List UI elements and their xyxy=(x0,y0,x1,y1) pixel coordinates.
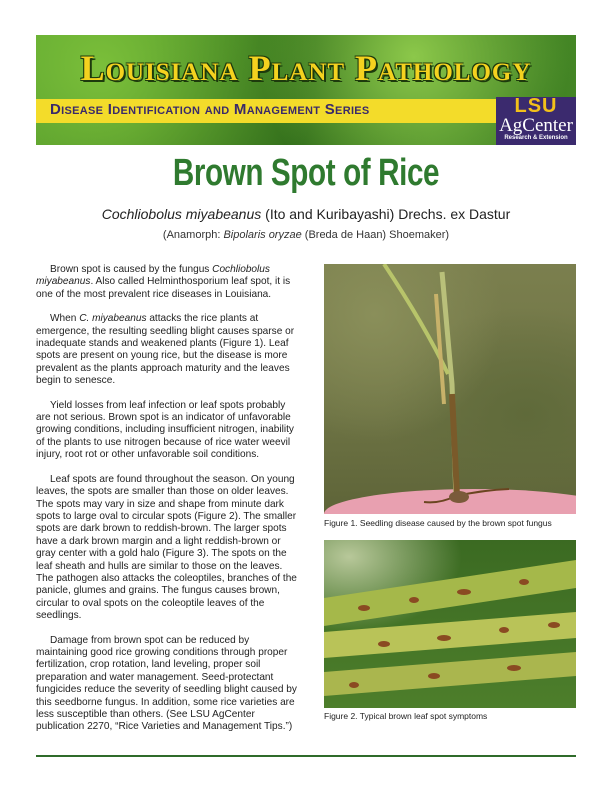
figure-1-caption: Figure 1. Seedling disease caused by the brown spot fungus xyxy=(324,518,552,528)
anamorph-prefix: (Anamorph: xyxy=(162,229,224,241)
para2-species: C. miyabeanus xyxy=(79,313,147,325)
para1-text-a: Brown spot is caused by the fungus xyxy=(50,264,213,275)
page-title: Brown Spot of Rice xyxy=(172,152,440,194)
figure-2-caption: Figure 2. Typical brown leaf spot symptoms xyxy=(324,711,488,721)
paragraph-intro xyxy=(36,264,298,301)
series-name: Disease Identification and Management Series xyxy=(50,101,370,118)
logo-lsu-text: LSU xyxy=(514,95,558,117)
publication-title: Louisiana Plant Pathology xyxy=(80,48,532,88)
logo-tagline: Research & Extension xyxy=(504,135,568,141)
anamorph-authority: (Breda de Haan) Shoemaker) xyxy=(301,229,450,241)
lsu-agcenter-logo xyxy=(496,97,576,145)
header-banner xyxy=(36,35,576,145)
para2-text-c: attacks the rice plants at emergence, the resulting seedling blight causes sparse or inadequate stands and weakened plants (Figure 1). Leaf spots are present on young rice, but the disease is more prevalent as the plants approach maturity and the leaves begin to senesce. xyxy=(36,313,295,387)
logo-agcenter-text: AgCenter xyxy=(499,115,573,136)
scientific-name-authority: (Ito and Kuribayashi) Drechs. ex Dastur xyxy=(261,206,511,222)
paragraph-yield-losses: Yield losses from leaf infection or leaf spots probably are not serious. Brown spot is an indicator of unfavorable growing conditions, including insufficient nitrogen, inability of the plants to use nitrogen because of rice water weevil injury, root rot or other unfavorable soil conditions. xyxy=(36,399,294,461)
figure-2-photo xyxy=(324,540,576,708)
leaf-spots-illustration xyxy=(324,540,576,708)
para1-text-c: . Also called Helminthosporium leaf spot, it is one of the most prevalent rice diseases in Louisiana. xyxy=(36,276,291,300)
paragraph-seedling-blight xyxy=(36,313,298,387)
paragraph-management: Damage from brown spot can be reduced by maintaining good rice growing conditions through proper fertilization, crop rotation, land leveling, proper soil preparation and water management. Seed-protectant fungicides reduce the severity of seedling blight caused by this seedborne fungus. In addition, some rice varieties are less susceptible than others. (See LSU AgCenter publication 2270, “Rice Varieties and Management Tips.”) xyxy=(36,634,297,733)
figure-1-photo xyxy=(324,264,576,514)
seedling-illustration xyxy=(324,264,576,514)
scientific-name-species: Cochliobolus miyabeanus xyxy=(101,206,262,222)
anamorph-line xyxy=(0,229,612,241)
series-bar xyxy=(36,99,576,123)
scientific-name xyxy=(0,206,612,222)
para1-species: Cochliobolus miyabeanus xyxy=(36,264,270,288)
para2-text-a: When xyxy=(50,313,80,325)
anamorph-name: Bipolaris oryzae xyxy=(223,229,302,241)
paragraph-leaf-spots: Leaf spots are found throughout the season. On young leaves, the spots are smaller than those on older leaves. The spots may vary in size and shape from minute dark spots to large oval to circular spots (Figure 2). The smaller spots are dark brown to reddish-brown. The larger spots have a dark brown margin and a light reddish-brown or gray center with a gold halo (Figure 3). The spots on the leaf sheath and hulls are similar to those on the leaves. The pathogen also attacks the coleoptiles, branches of the panicle, glumes and grains. The fungus causes brown, circular to oval spots on the coleoptile leaves of the seedlings. xyxy=(36,473,297,622)
footer-rule xyxy=(36,755,576,757)
body-text-column xyxy=(36,264,298,746)
